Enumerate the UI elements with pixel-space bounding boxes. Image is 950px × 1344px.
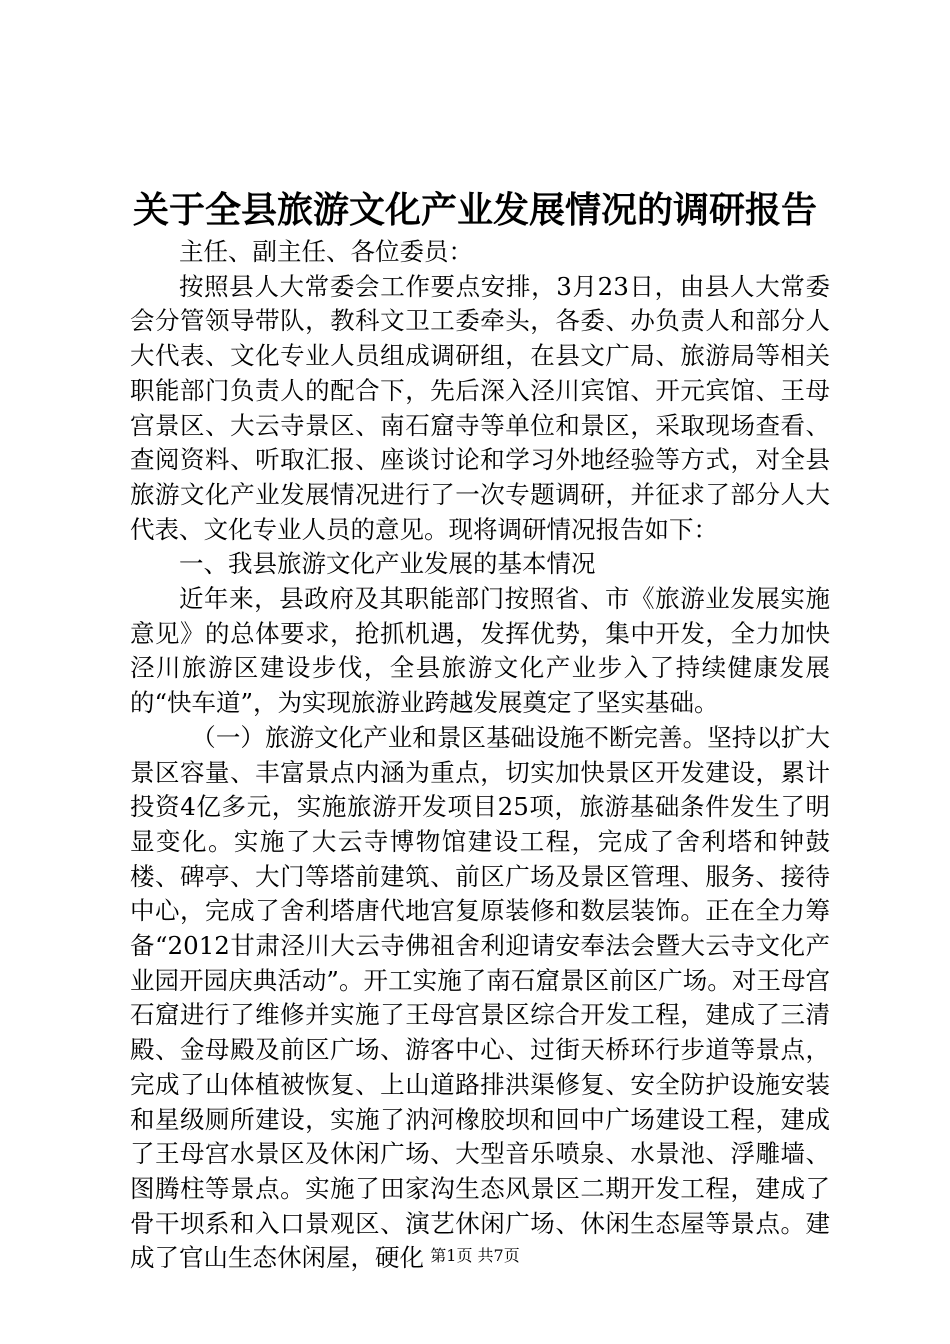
salutation: 主任、副主任、各位委员： xyxy=(179,237,473,266)
paragraph: 近年来，县政府及其职能部门按照省、市《旅游业发展实施意见》的总体要求，抢抓机遇，发挥优势，集中开发，全力加快泾川旅游区建设步伐，全县旅游文化产业步入了持续健康发展的“快车道”，为实现旅游业跨越发展奠定了坚实基础。 xyxy=(130,584,830,718)
page-title: 关于全县旅游文化产业发展情况的调研报告 xyxy=(132,189,817,231)
page-number: 第1页 共7页 xyxy=(430,1246,520,1265)
document-body xyxy=(130,235,830,1276)
section-heading: 一、我县旅游文化产业发展的基本情况 xyxy=(179,549,596,579)
paragraph: （一）旅游文化产业和景区基础设施不断完善。坚持以扩大景区容量、丰富景点内涵为重点，切实加快景区开发建设，累计投资4亿多元，实施旅游开发项目25项，旅游基础条件发生了明显变化。实施了大云寺博物馆建设工程，完成了舍利塔和钟鼓楼、碑亭、大门等塔前建筑、前区广场及景区管理、服务、接待中心，完成了舍利塔唐代地宫复原装修和数层装饰。正在全力筹备“2012甘肃泾川大云寺佛祖舍利迎请安奉法会暨大云寺文化产业园开园庆典活动”。开工实施了南石窟景区前区广场。对王母宫石窟进行了维修并实施了王母宫景区综合开发工程，建成了三清殿、金母殿及前区广场、游客中心、过街天桥环行步道等景点，完成了山体植被恢复、上山道路排洪渠修复、安全防护设施安装和星级厕所建设，实施了汭河橡胶坝和回中广场建设工程，建成了王母宫水景区及休闲广场、大型音乐喷泉、水景池、浮雕墙、图腾柱等景点。实施了田家沟生态风景区二期开发工程，建成了骨干坝系和入口景观区、演艺休闲广场、休闲生态屋等景点。建成了官山生态休闲屋，硬化 xyxy=(130,722,830,1273)
paragraph: 按照县人大常委会工作要点安排，3月23日，由县人大常委会分管领导带队，教科文卫工委牵头，各委、办负责人和部分人大代表、文化专业人员组成调研组，在县文广局、旅游局等相关职能部门负责人的配合下，先后深入泾川宾馆、开元宾馆、王母宫景区、大云寺景区、南石窟寺等单位和景区，采取现场查看、查阅资料、听取汇报、座谈讨论和学习外地经验等方式，对全县旅游文化产业发展情况进行了一次专题调研，并征求了部分人大代表、文化专业人员的意见。现将调研情况报告如下： xyxy=(130,271,830,544)
